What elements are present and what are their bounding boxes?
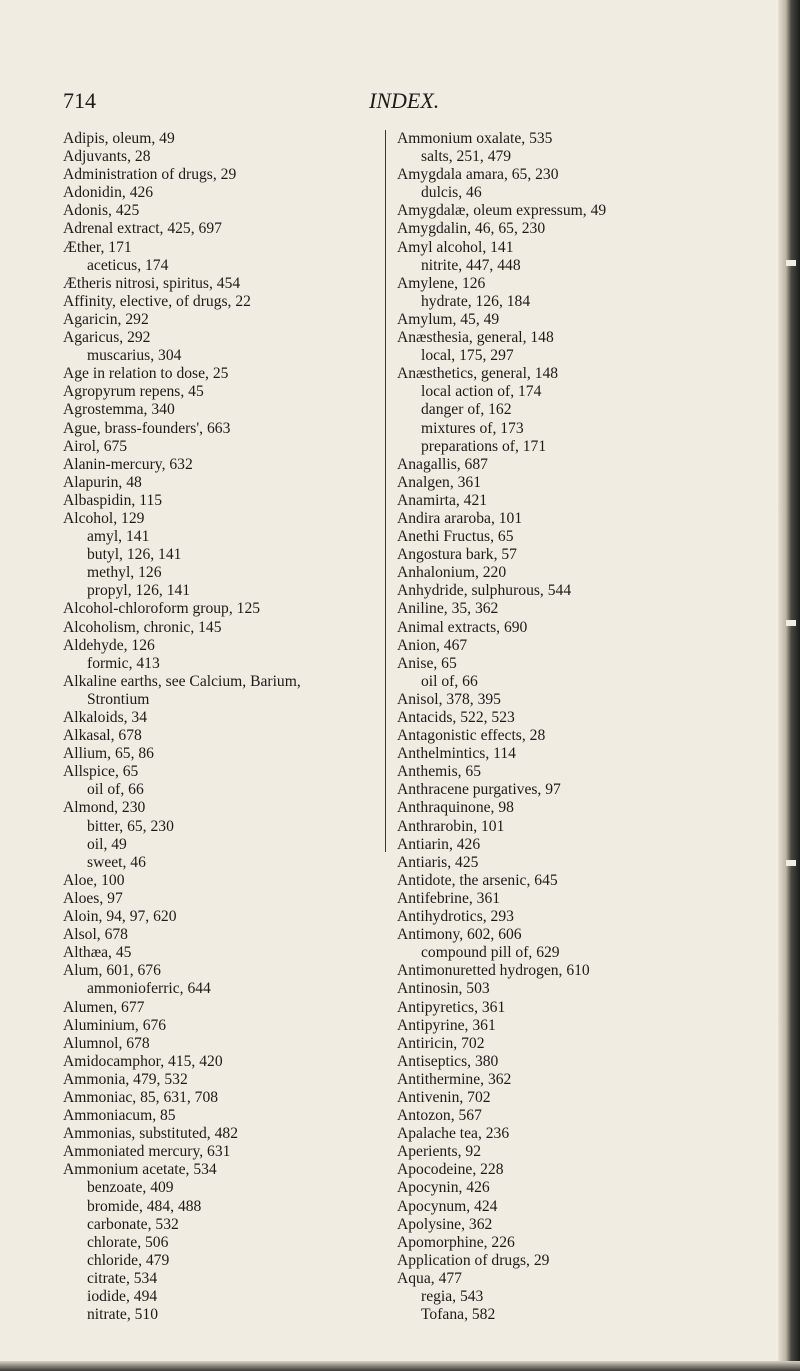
index-subentry: oil of, 66 <box>421 672 478 690</box>
index-column-right <box>397 130 772 1324</box>
index-subentry: danger of, 162 <box>421 401 512 419</box>
index-entry: Anhalonium, 220 <box>397 564 507 582</box>
index-entry: Adrenal extract, 425, 697 <box>63 220 222 238</box>
index-entry: Age in relation to dose, 25 <box>63 365 229 383</box>
running-head: INDEX. <box>369 88 440 113</box>
index-entry: Antiricin, 702 <box>397 1034 485 1052</box>
page-header <box>0 88 780 118</box>
edge-mark <box>786 860 796 866</box>
index-entry: Ammonium oxalate, 535 <box>397 130 553 147</box>
index-subentry: aceticus, 174 <box>87 256 169 274</box>
index-entry: Anamirta, 421 <box>397 491 488 509</box>
index-entry: Amylene, 126 <box>397 274 486 292</box>
index-entry: Aniline, 35, 362 <box>397 600 499 618</box>
index-entry: Airol, 675 <box>63 437 128 455</box>
index-entry: Aldehyde, 126 <box>63 636 155 654</box>
index-subentry: propyl, 126, 141 <box>87 582 191 600</box>
index-entry: Antivenin, 702 <box>397 1088 491 1106</box>
index-entry: Alkaloids, 34 <box>63 709 148 726</box>
index-entry: Antithermine, 362 <box>397 1070 512 1088</box>
index-entry: Ammoniated mercury, 631 <box>63 1143 231 1161</box>
index-entry: Antiarin, 426 <box>397 835 481 853</box>
index-subentry: oil, 49 <box>87 835 127 853</box>
index-entry: Alkasal, 678 <box>63 727 142 745</box>
index-entry: Antacids, 522, 523 <box>397 709 515 726</box>
index-subentry: nitrite, 447, 448 <box>421 256 521 274</box>
index-entry: Antiseptics, 380 <box>397 1052 499 1070</box>
index-subentry: citrate, 534 <box>87 1269 158 1287</box>
index-entry: Andira araroba, 101 <box>397 509 523 527</box>
index-subentry: chlorate, 506 <box>87 1233 169 1251</box>
index-entry: Alumen, 677 <box>63 998 145 1016</box>
index-entry: Anæsthesia, general, 148 <box>397 329 554 347</box>
index-entry: Aperients, 92 <box>397 1143 482 1161</box>
index-entry: Alsol, 678 <box>63 926 128 944</box>
index-subentry: chloride, 479 <box>87 1251 170 1269</box>
index-entry: Alapurin, 48 <box>63 473 142 491</box>
index-entry: Antidote, the arsenic, 645 <box>397 871 558 889</box>
index-column-left <box>63 130 381 1324</box>
index-entry: Aloe, 100 <box>63 871 125 889</box>
index-entry: Anthrarobin, 101 <box>397 817 505 835</box>
index-entry: Anethi Fructus, 65 <box>397 528 514 546</box>
index-subentry: amyl, 141 <box>87 528 150 546</box>
index-entry: Albaspidin, 115 <box>63 491 163 509</box>
index-entry: Allspice, 65 <box>63 763 139 781</box>
index-entry: Anagallis, 687 <box>397 455 488 473</box>
index-entry: Alkaline earths, see Calcium, Barium, <box>63 672 301 690</box>
index-entry: Ammonia, 479, 532 <box>63 1070 188 1088</box>
index-entry: Aloes, 97 <box>63 889 123 907</box>
index-entry: Anise, 65 <box>397 654 457 672</box>
index-entry: Ague, brass-founders', 663 <box>63 419 231 437</box>
index-entry: Antipyretics, 361 <box>397 998 506 1016</box>
index-subentry: muscarius, 304 <box>87 347 182 365</box>
index-entry: Alcohol-chloroform group, 125 <box>63 600 261 618</box>
index-entry: Apomorphine, 226 <box>397 1233 515 1251</box>
index-entry: Apocynin, 426 <box>397 1179 490 1197</box>
index-entry: Antagonistic effects, 28 <box>397 727 546 745</box>
index-subentry: compound pill of, 629 <box>421 944 560 962</box>
index-entry: Administration of drugs, 29 <box>63 166 237 184</box>
index-entry: Antimony, 602, 606 <box>397 926 522 944</box>
index-entry: Amidocamphor, 415, 420 <box>63 1052 223 1070</box>
index-entry: Anisol, 378, 395 <box>397 690 501 708</box>
index-entry: Antifebrine, 361 <box>397 889 501 907</box>
index-entry: Allium, 65, 86 <box>63 745 154 763</box>
index-entry: Anthemis, 65 <box>397 763 482 781</box>
index-entry: Antozon, 567 <box>397 1107 482 1125</box>
index-entry: Affinity, elective, of drugs, 22 <box>63 292 251 310</box>
index-entry: Anæsthetics, general, 148 <box>397 365 559 383</box>
index-subentry: ammonioferric, 644 <box>87 980 211 998</box>
index-entry: Amyl alcohol, 141 <box>397 238 514 256</box>
index-entry: Amygdalæ, oleum expressum, 49 <box>397 202 607 220</box>
index-entry: Apolysine, 362 <box>397 1215 493 1233</box>
index-subentry: bitter, 65, 230 <box>87 817 174 835</box>
index-entry: Animal extracts, 690 <box>397 618 528 636</box>
index-subentry: carbonate, 532 <box>87 1215 179 1233</box>
index-entry: Ammonias, substituted, 482 <box>63 1125 238 1143</box>
index-entry: Anthraquinone, 98 <box>397 799 514 817</box>
index-entry: Agaricin, 292 <box>63 310 149 328</box>
index-entry: Antihydrotics, 293 <box>397 908 514 926</box>
index-entry: Application of drugs, 29 <box>397 1251 550 1269</box>
index-entry: Angostura bark, 57 <box>397 546 517 564</box>
column-divider <box>385 130 386 852</box>
index-subentry: methyl, 126 <box>87 564 162 582</box>
index-entry: Adonis, 425 <box>63 202 140 220</box>
index-subentry: mixtures of, 173 <box>421 419 524 437</box>
index-subentry: Tofana, 582 <box>421 1306 496 1324</box>
index-entry: Aloin, 94, 97, 620 <box>63 908 177 926</box>
index-entry: Alcohol, 129 <box>63 509 145 527</box>
index-entry: Adonidin, 426 <box>63 184 154 202</box>
index-subentry: Strontium <box>87 690 150 708</box>
index-entry: Anhydride, sulphurous, 544 <box>397 582 572 600</box>
index-subentry: regia, 543 <box>421 1288 484 1305</box>
index-entry: Antiaris, 425 <box>397 853 479 871</box>
edge-mark <box>786 620 796 626</box>
index-entry: Antinosin, 503 <box>397 980 490 998</box>
index-entry: Alum, 601, 676 <box>63 962 161 980</box>
index-entry: Agaricus, 292 <box>63 329 151 347</box>
index-subentry: formic, 413 <box>87 654 160 672</box>
index-entry: Adipis, oleum, 49 <box>63 130 175 147</box>
index-entry: Ammoniac, 85, 631, 708 <box>63 1088 219 1106</box>
index-subentry: iodide, 494 <box>87 1288 158 1305</box>
page-number: 714 <box>63 88 96 113</box>
index-subentry: oil of, 66 <box>87 781 144 799</box>
index-entry: Aluminium, 676 <box>63 1016 167 1034</box>
index-entry: Antimonuretted hydrogen, 610 <box>397 962 590 980</box>
index-subentry: salts, 251, 479 <box>421 148 512 166</box>
page-edge-shadow <box>778 0 800 1371</box>
index-entry: Adjuvants, 28 <box>63 148 151 166</box>
index-entry: Alumnol, 678 <box>63 1034 150 1052</box>
index-entry: Æther, 171 <box>63 238 132 256</box>
index-entry: Apocodeine, 228 <box>397 1161 504 1179</box>
index-entry: Aqua, 477 <box>397 1269 462 1287</box>
index-subentry: hydrate, 126, 184 <box>421 292 531 310</box>
index-subentry: nitrate, 510 <box>87 1306 159 1324</box>
index-entry: Agrostemma, 340 <box>63 401 175 419</box>
index-subentry: local action of, 174 <box>421 383 542 401</box>
index-entry: Antipyrine, 361 <box>397 1016 496 1034</box>
index-entry: Alanin-mercury, 632 <box>63 455 193 473</box>
index-entry: Agropyrum repens, 45 <box>63 383 204 401</box>
index-entry: Analgen, 361 <box>397 473 482 491</box>
index-entry: Alcoholism, chronic, 145 <box>63 618 222 636</box>
index-entry: Althæa, 45 <box>63 944 132 962</box>
index-subentry: dulcis, 46 <box>421 184 482 202</box>
index-subentry: bromide, 484, 488 <box>87 1197 202 1215</box>
index-entry: Ætheris nitrosi, spiritus, 454 <box>63 274 241 292</box>
index-entry: Anthelmintics, 114 <box>397 745 516 763</box>
index-entry: Anion, 467 <box>397 636 468 654</box>
index-entry: Almond, 230 <box>63 799 146 817</box>
index-entry: Apalache tea, 236 <box>397 1125 510 1143</box>
bottom-edge-shadow <box>0 1361 800 1371</box>
index-entry: Amygdala amara, 65, 230 <box>397 166 559 184</box>
index-entry: Amygdalin, 46, 65, 230 <box>397 220 546 238</box>
index-entry: Apocynum, 424 <box>397 1197 498 1215</box>
index-subentry: local, 175, 297 <box>421 347 514 365</box>
index-entry: Ammonium acetate, 534 <box>63 1161 217 1179</box>
index-entry: Amylum, 45, 49 <box>397 310 500 328</box>
index-subentry: benzoate, 409 <box>87 1179 174 1197</box>
index-subentry: preparations of, 171 <box>421 437 547 455</box>
index-subentry: butyl, 126, 141 <box>87 546 182 564</box>
index-entry: Anthracene purgatives, 97 <box>397 781 561 799</box>
index-subentry: sweet, 46 <box>87 853 146 871</box>
edge-mark <box>786 260 796 266</box>
index-entry: Ammoniacum, 85 <box>63 1107 176 1125</box>
